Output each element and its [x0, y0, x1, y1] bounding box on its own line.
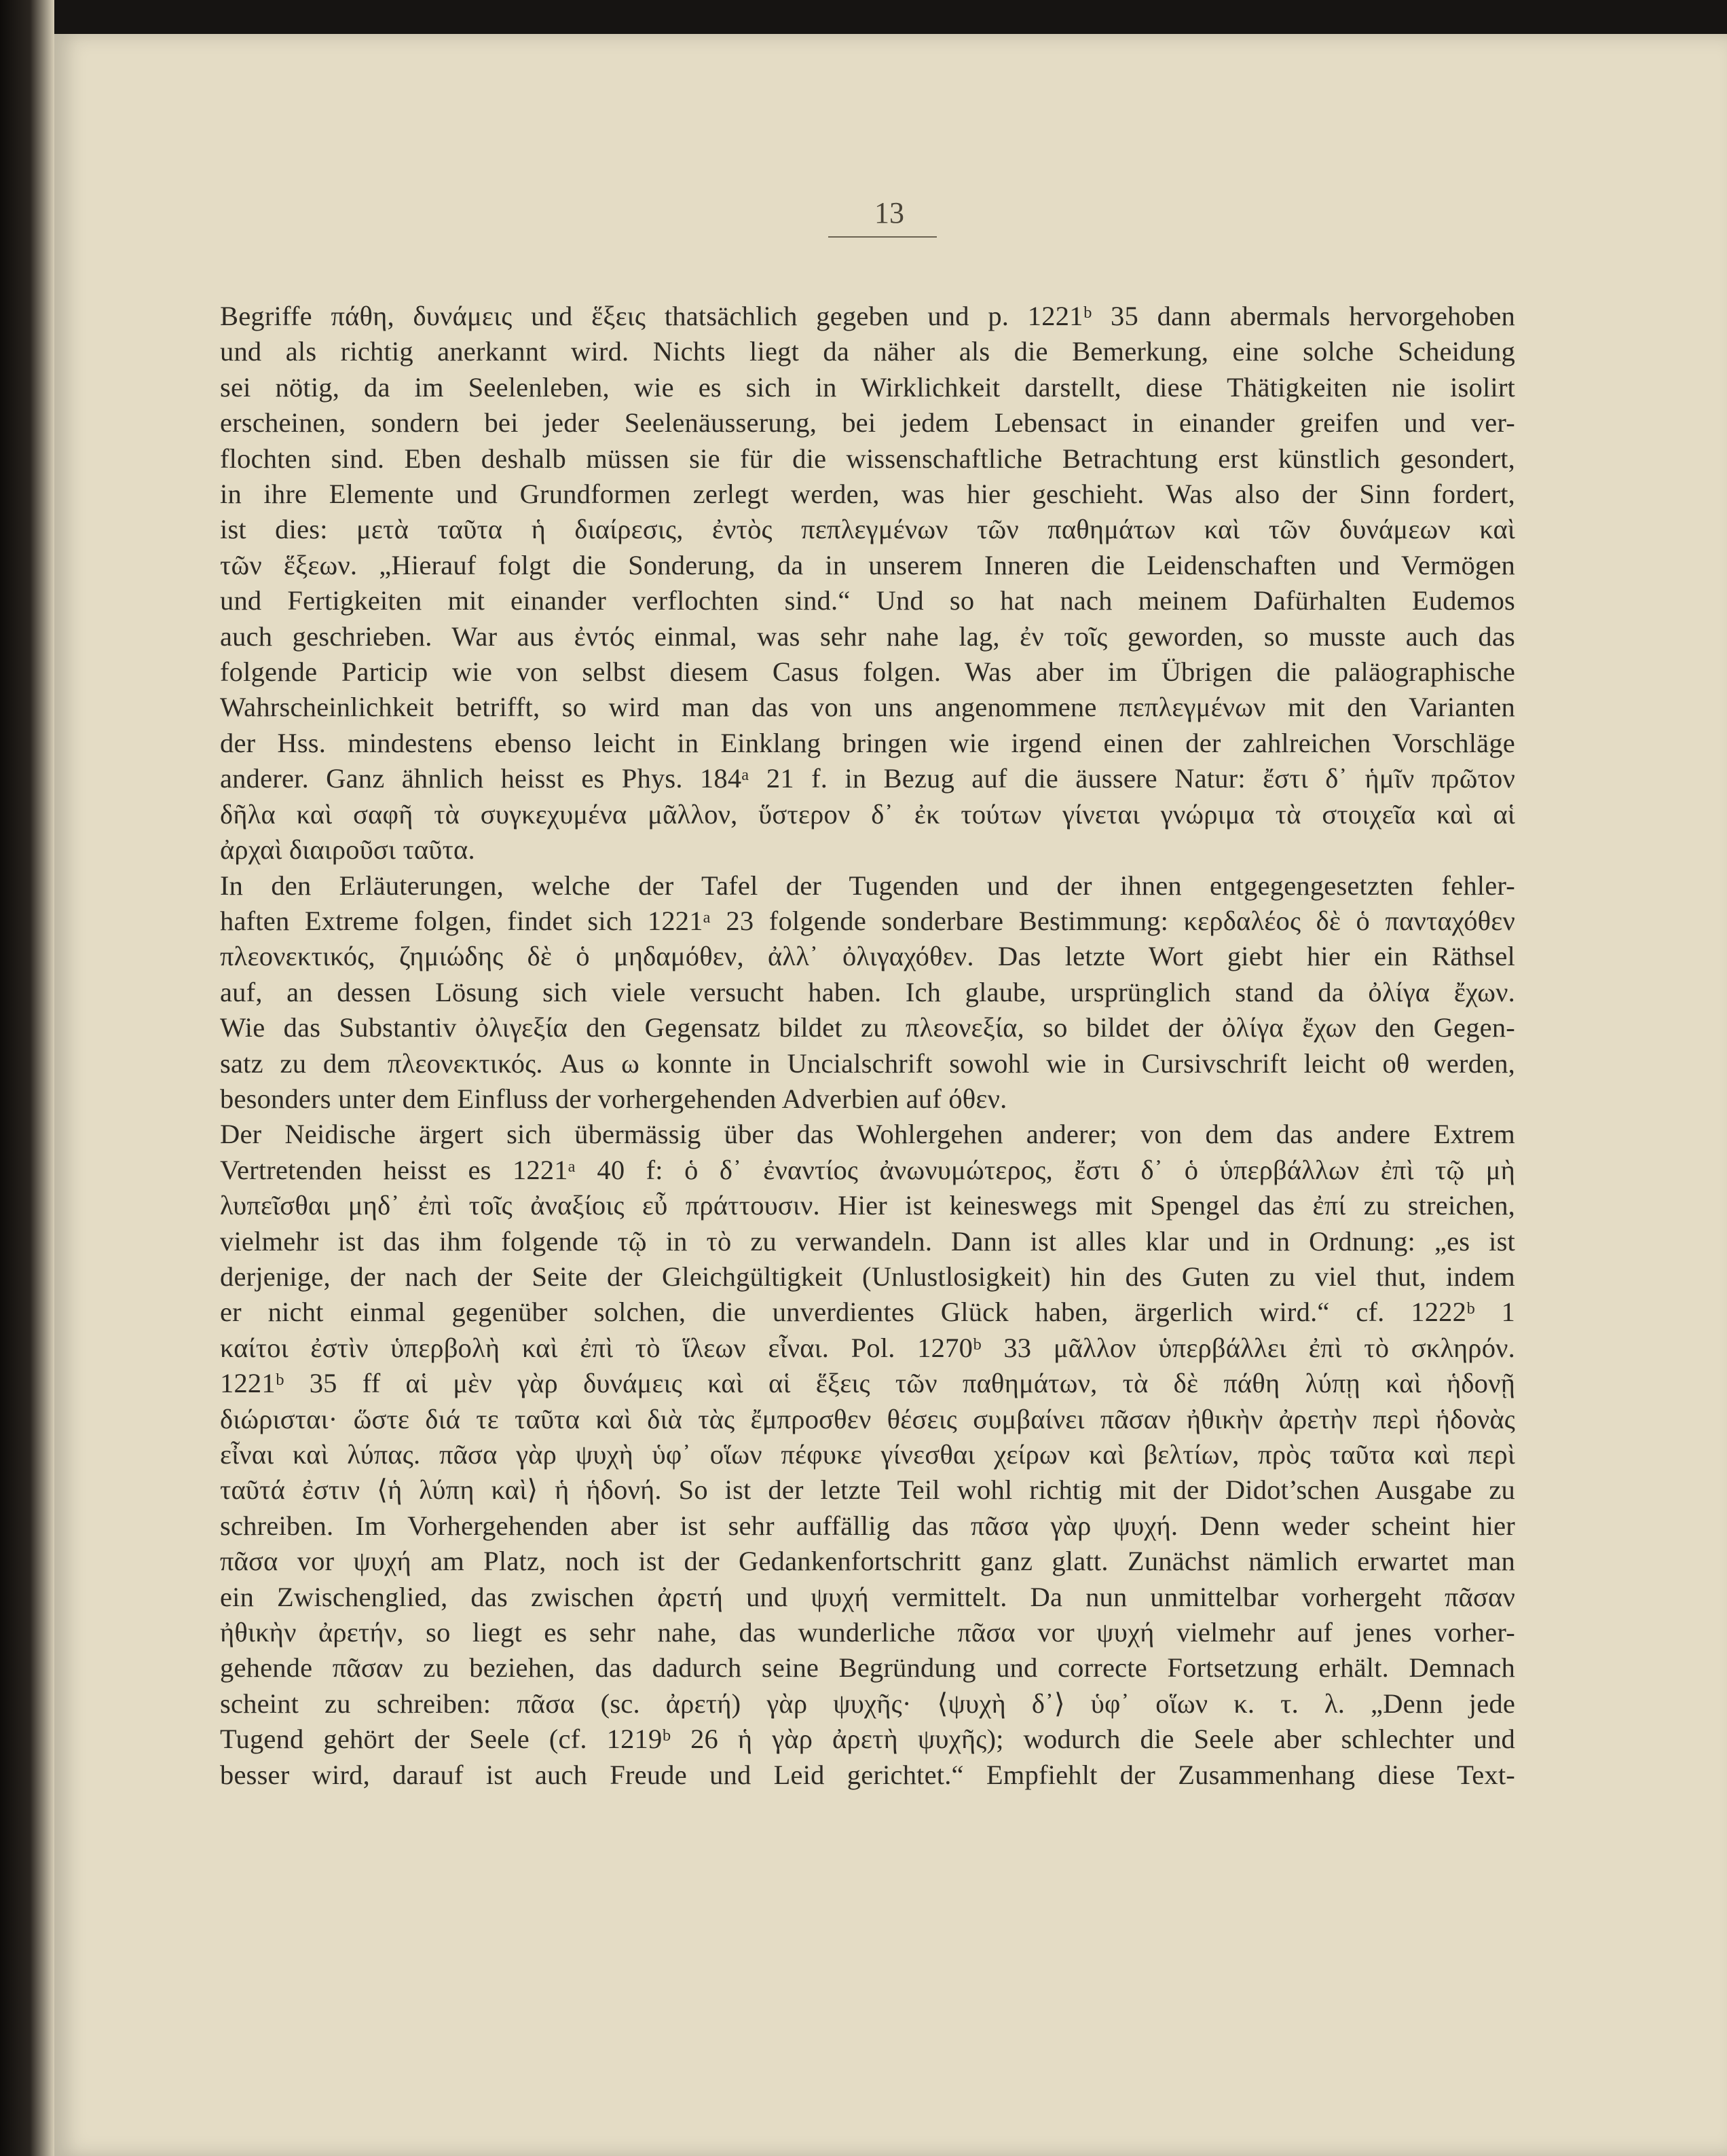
text-line: haften Extreme folgen, findet sich 1221ᵃ 23 folgende sonderbare Bestimmung: κερδαλέος δὲ ὁ πανταχόθεν [220, 905, 1515, 936]
text-line: vielmehr ist das ihm folgende τῷ in τὸ zu verwandeln. Dann ist alles klar und in Ordnung: „es ist [220, 1225, 1515, 1257]
text-line: λυπεῖσθαι μηδ᾽ ἐπὶ τοῖς ἀναξίοις εὖ πράττουσιν. Hier ist keineswegs mit Spengel das ἐπί zu streichen, [220, 1190, 1515, 1221]
text-line: διώρισται· ὥστε διά τε ταῦτα καὶ διὰ τὰς ἔμπροσθεν θέσεις συμβαίνει πᾶσαν ἠθικὴν ἀρετὴν περὶ ἡδονὰς [220, 1403, 1515, 1434]
text-line: und als richtig anerkannt wird. Nichts liegt da näher als die Bemerkung, eine solche Scheidung [220, 336, 1515, 367]
text-line: τῶν ἕξεων. „Hierauf folgt die Sonderung, da in unserem Inneren die Leidenschaften und Vermögen [220, 549, 1515, 580]
text-line: πᾶσα vor ψυχή am Platz, noch ist der Gedankenfortschritt ganz glatt. Zunächst nämlich erwartet man [220, 1546, 1515, 1577]
text-line: ein Zwischenglied, das zwischen ἀρετή und ψυχή vermittelt. Da nun unmittelbar vorhergeht πᾶσαν [220, 1581, 1515, 1612]
text-line: Der Neidische ärgert sich übermässig über das Wohlergehen anderer; von dem das andere Extrem [220, 1119, 1515, 1150]
text-line: Tugend gehört der Seele (cf. 1219ᵇ 26 ἡ γὰρ ἀρετὴ ψυχῆς); wodurch die Seele aber schlechter und [220, 1724, 1515, 1755]
text-line: Begriffe πάθη, δυνάμεις und ἕξεις thatsächlich gegeben und p. 1221ᵇ 35 dann abermals hervorgehoben [220, 301, 1515, 331]
book-page [54, 34, 1727, 2156]
text-line: flochten sind. Eben deshalb müssen sie für die wissenschaftliche Betrachtung erst künstlich gesondert, [220, 443, 1515, 474]
text-line: in ihre Elemente und Grundformen zerlegt werden, was hier geschieht. Was also der Sinn fordert, [220, 479, 1515, 510]
text-line: ἀρχαὶ διαιροῦσι ταῦτα. [220, 834, 475, 866]
text-line: besser wird, darauf ist auch Freude und Leid gerichtet.“ Empfiehlt der Zusammenhang diese Text- [220, 1759, 1515, 1790]
page-number-rule [828, 236, 937, 238]
text-line: anderer. Ganz ähnlich heisst es Phys. 184ᵃ 21 f. in Bezug auf die äussere Natur: ἔστι δ᾽ ἡμῖν πρῶτον [220, 763, 1515, 794]
text-line: er nicht einmal gegenüber solchen, die unverdientes Glück haben, ärgerlich wird.“ cf. 1222ᵇ 1 [220, 1297, 1515, 1328]
text-line: und Fertigkeiten mit einander verflochten sind.“ Und so hat nach meinem Dafürhalten Eudemos [220, 585, 1515, 616]
text-line: satz zu dem πλεονεκτικός. Aus ω konnte in Uncialschrift sowohl wie in Cursivschrift leicht οθ werden, [220, 1047, 1515, 1079]
text-line: δῆλα καὶ σαφῆ τὰ συγκεχυμένα μᾶλλον, ὕστερον δ᾽ ἐκ τούτων γίνεται γνώριμα τὰ στοιχεῖα καὶ αἱ [220, 798, 1515, 830]
body-text [220, 299, 1515, 1793]
text-line: scheint zu schreiben: πᾶσα (sc. ἀρετή) γὰρ ψυχῆς· ⟨ψυχὴ δ᾽⟩ ὑφ᾽ οἵων κ. τ. λ. „Denn jede [220, 1688, 1515, 1719]
text-line: Vertretenden heisst es 1221ᵃ 40 f: ὁ δ᾽ ἐναντίος ἀνωνυμώτερος, ἔστι δ᾽ ὁ ὑπερβάλλων ἐπὶ τῷ μὴ [220, 1154, 1515, 1185]
text-line: besonders unter dem Einfluss der vorhergehenden Adverbien auf όθεν. [220, 1083, 1007, 1114]
text-line: derjenige, der nach der Seite der Gleichgültigkeit (Unlustlosigkeit) hin des Guten zu viel thut, indem [220, 1261, 1515, 1292]
page-number: 13 [874, 196, 904, 229]
text-line: ist dies: μετὰ ταῦτα ἡ διαίρεσις, ἐντὸς πεπλεγμένων τῶν παθημάτων καὶ τῶν δυνάμεων καὶ [220, 514, 1515, 545]
text-line: schreiben. Im Vorhergehenden aber ist sehr auffällig das πᾶσα γὰρ ψυχή. Denn weder scheint hier [220, 1510, 1515, 1541]
text-line: Wie das Substantiv ὀλιγεξία den Gegensatz bildet zu πλεονεξία, so bildet der ὀλίγα ἔχων den Gegen- [220, 1012, 1515, 1043]
text-line: In den Erläuterungen, welche der Tafel der Tugenden und der ihnen entgegengesetzten fehler- [220, 870, 1515, 901]
text-line: auch geschrieben. War aus ἐντός einmal, was sehr nahe lag, ἐν τοῖς geworden, so musste auch das [220, 620, 1515, 652]
text-line: auf, an dessen Lösung sich viele versucht haben. Ich glaube, ursprünglich stand da ὀλίγα ἔχων. [220, 976, 1515, 1007]
text-line: ἠθικὴν ἀρετήν, so liegt es sehr nahe, das wunderliche πᾶσα vor ψυχή vielmehr auf jenes vorher- [220, 1617, 1515, 1648]
text-line: πλεονεκτικός, ζημιώδης δὲ ὁ μηδαμόθεν, ἀλλ᾽ ὀλιγαχόθεν. Das letzte Wort giebt hier ein Räthsel [220, 941, 1515, 972]
text-line: καίτοι ἐστὶν ὑπερβολὴ καὶ ἐπὶ τὸ ἵλεων εἶναι. Pol. 1270ᵇ 33 μᾶλλον ὑπερβάλλει ἐπὶ τὸ σκληρόν. [220, 1332, 1515, 1363]
text-line: εἶναι καὶ λύπας. πᾶσα γὰρ ψυχὴ ὑφ᾽ οἵων πέφυκε γίνεσθαι χείρων καὶ βελτίων, πρὸς ταῦτα καὶ περὶ [220, 1439, 1515, 1470]
text-line: der Hss. mindestens ebenso leicht in Einklang bringen wie irgend einen der zahlreichen Vorschläge [220, 727, 1515, 758]
text-line: sei nötig, da im Seelenleben, wie es sich in Wirklichkeit darstellt, diese Thätigkeiten nie isolirt [220, 371, 1515, 403]
text-line: erscheinen, sondern bei jeder Seelenäusserung, bei jedem Lebensact in einander greifen und ver- [220, 407, 1515, 439]
text-line: ταῦτά ἐστιν ⟨ἡ λύπη καὶ⟩ ἡ ἡδονή. So ist der letzte Teil wohl richtig mit der Didot’schen Ausgabe zu [220, 1474, 1515, 1506]
text-line: folgende Particip wie von selbst diesem Casus folgen. Was aber im Übrigen die paläographische [220, 656, 1515, 688]
book-spine-shadow [0, 0, 54, 2156]
text-line: Wahrscheinlichkeit betrifft, so wird man das von uns angenommene πεπλεγμένων mit den Varianten [220, 692, 1515, 723]
text-line: gehende πᾶσαν zu beziehen, das dadurch seine Begründung und correcte Fortsetzung erhält. Demnach [220, 1652, 1515, 1684]
text-line: 1221ᵇ 35 ff αἱ μὲν γὰρ δυνάμεις καὶ αἱ ἕξεις τῶν παθημάτων, τὰ δὲ πάθη λύπῃ καὶ ἡδονῇ [220, 1368, 1515, 1399]
